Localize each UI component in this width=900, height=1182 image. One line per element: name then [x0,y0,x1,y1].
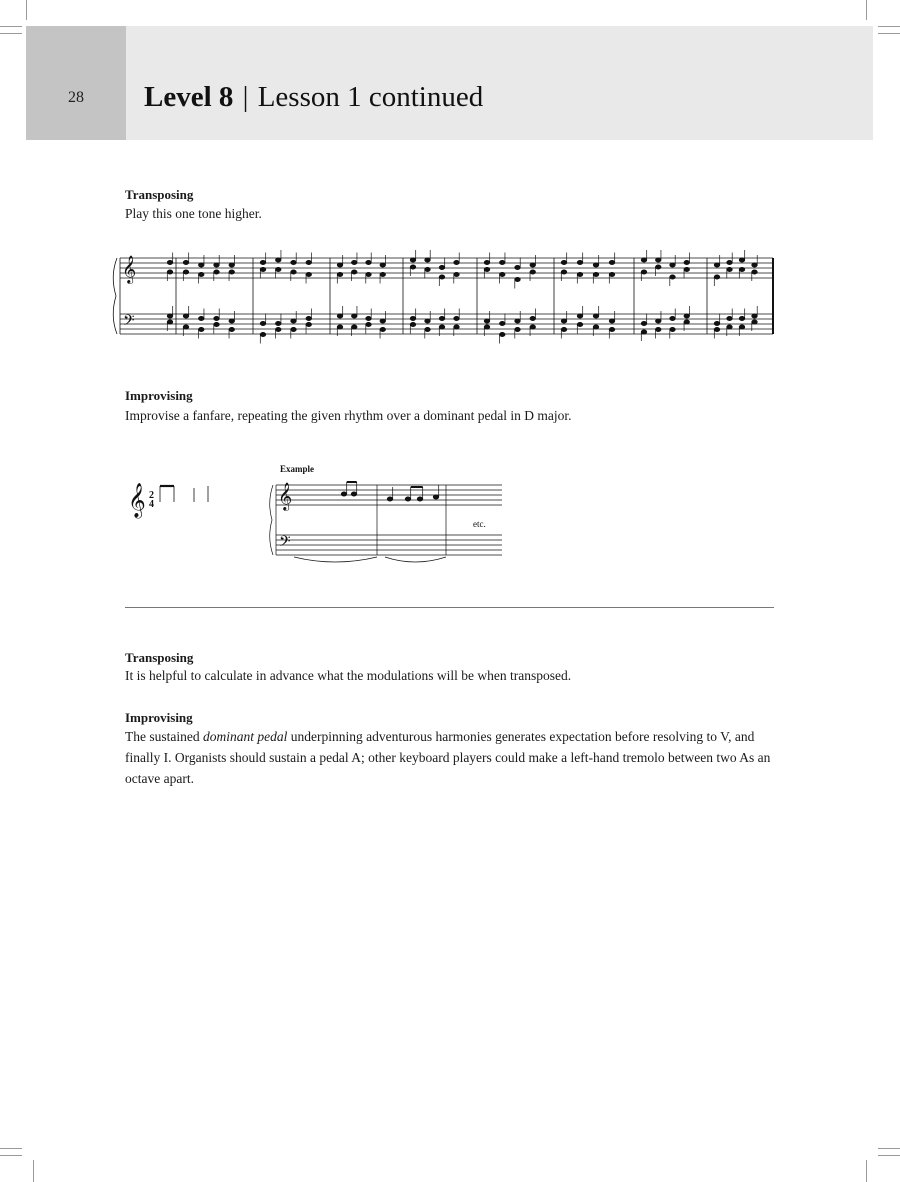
note-head [306,322,312,326]
note-head [214,270,220,274]
note-head [351,314,357,318]
note-head [609,272,615,276]
note-head [351,325,357,329]
note-head [670,327,676,331]
note-head [484,260,490,264]
note-head [515,327,521,331]
note-head [641,330,647,334]
note-head [655,265,661,269]
crop-mark [878,1155,900,1156]
note-head [530,263,536,267]
note-head [291,319,297,323]
note-head [425,327,431,331]
note-head [417,497,423,501]
page-header [26,26,873,140]
bass-clef-icon: 𝄢 [279,533,291,553]
note-head [577,260,583,264]
note-head [684,314,690,318]
note-head [577,272,583,276]
etc-label: etc. [473,519,486,529]
crop-mark [0,33,22,34]
note-head [198,263,204,267]
note-head [337,325,343,329]
note-head [380,327,386,331]
note-head [739,325,745,329]
note-head [260,260,266,264]
crop-mark [26,0,27,20]
note-head [499,332,505,336]
note-head [454,316,460,320]
note-head [752,263,758,267]
note-head [739,316,745,320]
note-head [561,270,567,274]
note-head [655,327,661,331]
note-head [306,316,312,320]
note-head [739,258,745,262]
note-head [670,275,676,279]
note-head [439,325,445,329]
note-head [260,267,266,271]
note-head [380,272,386,276]
note-head [229,319,235,323]
page-number-box [26,26,126,140]
note-head [275,267,281,271]
note-head [198,272,204,276]
crop-mark [878,33,900,34]
note-head [561,319,567,323]
time-sig-bottom: 4 [149,499,154,510]
score-notes [167,250,757,344]
note-head [439,265,445,269]
note-head [684,320,690,324]
note-head [577,322,583,326]
note-head [183,270,189,274]
crop-mark [0,1148,22,1149]
treble-clef-icon: 𝄞 [122,257,137,283]
note-head [183,325,189,329]
note-head [167,260,173,264]
note-head [454,260,460,264]
note-head [684,260,690,264]
note-head [641,258,647,262]
note-improvising-text [125,726,775,789]
note-head [714,327,720,331]
note-head [739,267,745,271]
note-head [484,267,490,271]
note-head [167,320,173,324]
note-head [410,265,416,269]
note-head [433,495,439,499]
note-head [752,314,758,318]
tie [385,557,446,562]
note-head [641,270,647,274]
note-head [499,272,505,276]
note-transposing-heading: Transposing [125,650,194,665]
note-head [291,327,297,331]
note-head [214,316,220,320]
note-head [351,270,357,274]
note-head [752,270,758,274]
note-head [260,321,266,325]
note-head [167,314,173,318]
note-head [530,316,536,320]
note-head [655,258,661,262]
improvising-instruction: Improvise a fanfare, repeating the given rhythm over a dominant pedal in D major. [125,408,572,423]
note-head [454,325,460,329]
note-head [714,321,720,325]
note-head [275,258,281,262]
note-head [515,265,521,269]
note-head [291,260,297,264]
note-head [306,260,312,264]
note-head [561,327,567,331]
note-head [410,316,416,320]
note-head [167,270,173,274]
crop-mark [33,1160,34,1182]
note-head [515,319,521,323]
note-head [484,319,490,323]
note-head [752,320,758,324]
note-head [366,260,372,264]
example-label: Example [280,464,315,474]
note-head [454,272,460,276]
example-staves [270,482,502,562]
crop-mark [878,1148,900,1149]
note-head [609,319,615,323]
note-head [561,260,567,264]
note-head [405,497,411,501]
level-label: Level 8 [144,81,234,113]
note-head [714,263,720,267]
note-head [714,275,720,279]
brace-icon [113,258,117,334]
note-improvising-heading: Improvising [125,710,193,725]
note-improvising-text-start: The sustained [125,729,203,744]
note-head [291,270,297,274]
note-head [439,316,445,320]
note-head [337,263,343,267]
note-head [410,322,416,326]
brace-icon [270,485,273,555]
note-head [484,325,490,329]
note-head [425,258,431,262]
note-head [670,263,676,267]
rhythm-pattern [122,474,242,524]
example-score [260,460,520,575]
treble-clef-icon: 𝄞 [278,484,293,510]
note-head [439,275,445,279]
note-head [229,327,235,331]
section-divider [125,607,774,608]
title-separator: | [242,81,249,113]
note-head [410,258,416,262]
note-head [593,314,599,318]
crop-mark [866,0,867,20]
note-head [198,327,204,331]
note-head [727,316,733,320]
note-head [183,260,189,264]
treble-clef-icon: 𝄞 [128,484,146,517]
note-head [530,325,536,329]
note-head [655,319,661,323]
note-head [425,267,431,271]
note-improvising-emphasis: dominant pedal [202,729,288,744]
transposing-instruction: Play this one tone higher. [125,206,262,221]
note-head [366,322,372,326]
note-head [366,272,372,276]
note-head [260,332,266,336]
note-head [183,314,189,318]
page-number: 28 [68,89,84,106]
improvising-heading: Improvising [125,388,193,403]
note-head [515,277,521,281]
note-head [641,321,647,325]
note-head [306,272,312,276]
note-head [609,327,615,331]
note-head [670,316,676,320]
note-head [229,263,235,267]
time-sig-top: 2 [149,490,154,501]
note-head [593,263,599,267]
note-head [530,270,536,274]
note-head [380,319,386,323]
note-head [214,322,220,326]
note-head [275,327,281,331]
note-head [341,492,347,496]
page-title [144,83,483,112]
note-head [499,321,505,325]
crop-mark [878,26,900,27]
lesson-label: Lesson 1 continued [257,81,484,113]
note-head [577,314,583,318]
note-head [609,260,615,264]
tie [294,557,377,562]
note-head [684,267,690,271]
note-head [499,260,505,264]
note-head [380,263,386,267]
note-improvising-text-end: underpinning adventurous harmonies generates expectation before resolving to V, and finally I. Organists should sustain a pedal A; other keyboard players could make a left-hand tremolo between two As an octave apart. [125,729,771,786]
note-head [214,263,220,267]
crop-mark [0,26,22,27]
note-head [593,325,599,329]
note-head [425,319,431,323]
note-head [593,272,599,276]
note-head [387,497,393,501]
note-head [727,267,733,271]
note-head [337,272,343,276]
transposing-heading: Transposing [125,187,194,202]
note-head [337,314,343,318]
note-head [351,492,357,496]
note-head [366,316,372,320]
note-head [727,325,733,329]
crop-mark [866,1160,867,1182]
note-transposing-text: It is helpful to calculate in advance what the modulations will be when transposed. [125,668,572,683]
crop-mark [0,1155,22,1156]
note-head [198,316,204,320]
transposing-score [0,240,900,350]
note-head [275,321,281,325]
note-head [351,260,357,264]
note-head [727,260,733,264]
bass-clef-icon: 𝄢 [123,312,135,332]
note-head [229,270,235,274]
